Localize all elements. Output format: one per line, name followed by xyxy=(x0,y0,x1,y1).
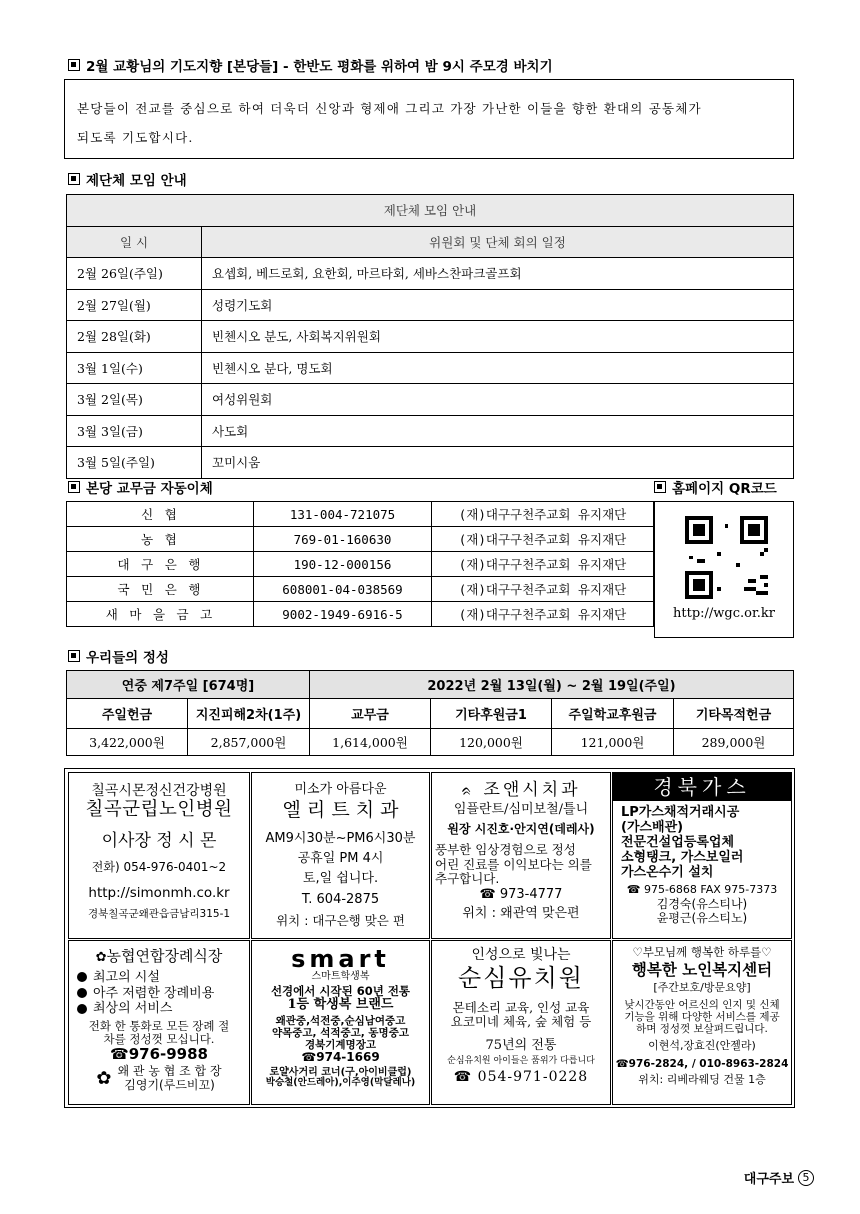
ad-line: 칠곡시몬정신건강병원 xyxy=(91,783,227,799)
ad-line: AM9시30분~PM6시30분 xyxy=(265,830,416,846)
ad-title xyxy=(432,781,610,801)
ad-line: 윤평근(유스티노) xyxy=(656,911,748,926)
table-row xyxy=(67,352,794,384)
offering-value: 2,857,000원 xyxy=(188,729,310,756)
ad-joanshi-dental xyxy=(431,772,611,939)
table-row xyxy=(67,321,794,353)
table-row xyxy=(67,552,654,577)
meeting-schedule: 요셉회, 베드로회, 요한회, 마르타회, 세바스찬파크골프회 xyxy=(202,258,794,290)
bank-holder: (재)대구구천주교회 유지재단 xyxy=(432,527,654,552)
qr-code-icon[interactable] xyxy=(685,516,768,599)
meeting-date: 2월 27일(월) xyxy=(67,289,202,321)
ad-line: 풍부한 임상경험으로 정성 xyxy=(435,842,576,858)
ad-line: 공휴일 PM 4시 xyxy=(297,850,384,866)
bank-name: 농 협 xyxy=(67,527,254,552)
table-row xyxy=(67,289,794,321)
meeting-schedule: 빈첸시오 분도, 사회복지위원회 xyxy=(202,321,794,353)
ad-line: 75년의 전통 xyxy=(485,1038,557,1054)
ad-title: 행복한 노인복지센터 xyxy=(631,961,773,980)
qr-heading xyxy=(654,477,777,497)
ad-line: 이현석,장효진(안젤라) xyxy=(648,1038,756,1052)
ad-line: 기능을 위해 다양한 서비스를 제공 xyxy=(624,1010,780,1023)
ad-smart-uniform xyxy=(251,940,430,1105)
ad-line: http://simonmh.co.kr xyxy=(88,884,230,901)
table-row xyxy=(67,527,654,552)
bank-name: 국 민 은 행 xyxy=(67,577,254,602)
ad-line: 몬테소리 교육, 인성 교육 xyxy=(452,999,590,1015)
prayer-box xyxy=(64,79,794,159)
ad-line: 왜 관 농 협 조 합 장 xyxy=(117,1064,222,1079)
ad-title xyxy=(69,948,249,966)
qr-heading-text: 홈페이지 QR코드 xyxy=(672,481,777,497)
ad-line: 순심유치원 아이들은 품위가 다릅니다 xyxy=(447,1056,595,1067)
ad-hospital xyxy=(68,772,250,939)
bank-table xyxy=(66,501,654,627)
ad-line: ♡부모님께 행복한 하루를♡ xyxy=(632,945,772,959)
ad-line: ☎ 975-6868 FAX 975-7373 xyxy=(626,882,778,896)
ad-line: 로얄사거리 코너(구,아이비클럽) xyxy=(269,1066,412,1078)
table-row xyxy=(67,447,794,479)
ad-bullet: 아주 저렴한 장례비용 xyxy=(93,985,215,1001)
meeting-schedule: 사도회 xyxy=(202,415,794,447)
meeting-schedule: 성령기도회 xyxy=(202,289,794,321)
ad-title-text: 농협연합장례식장 xyxy=(106,947,223,965)
ad-title: 칠곡군립노인병원 xyxy=(85,799,233,821)
ad-line: T. 604-2875 xyxy=(301,891,380,907)
table-row xyxy=(67,384,794,416)
prayer-heading xyxy=(68,55,553,75)
ad-line: 약목중고, 석적중고, 동명중고 xyxy=(271,1026,409,1039)
meeting-date: 2월 28일(화) xyxy=(67,321,202,353)
ad-logo: smart xyxy=(291,945,390,973)
offering-table xyxy=(66,670,794,756)
offering-header: 지진피해2차(1주) xyxy=(188,699,310,729)
bank-name: 신 협 xyxy=(67,502,254,527)
meeting-date: 3월 2일(목) xyxy=(67,384,202,416)
ad-welfare-center xyxy=(612,940,792,1105)
square-bullet-icon xyxy=(68,481,80,493)
offering-header: 주일헌금 xyxy=(67,699,188,729)
prayer-text-line2: 되도록 기도합시다. xyxy=(77,130,194,145)
table-row xyxy=(67,258,794,290)
ad-body xyxy=(613,806,791,881)
ad-line: ☎976-9988 xyxy=(110,1045,208,1064)
ad-line: 어린 진료를 이익보다는 의를 xyxy=(435,856,592,872)
ad-funeral xyxy=(68,940,250,1105)
bank-account: 190-12-000156 xyxy=(254,552,432,577)
prayer-heading-text: 2월 교황님의 기도지향 [본당들] - 한반도 평화를 위하여 밤 9시 주모경 바치기 xyxy=(86,59,553,75)
ad-line: 미소가 아름다운 xyxy=(294,782,387,797)
ad-line: [주간보호/방문요양] xyxy=(653,981,751,995)
ad-line: 가스온수기 설치 xyxy=(621,864,714,880)
bank-holder: (재)대구구천주교회 유지재단 xyxy=(432,552,654,577)
ad-line: 경북기계명장고 xyxy=(304,1038,376,1051)
offering-value: 1,614,000원 xyxy=(310,729,431,756)
nonghyup-logo-icon: ✿ xyxy=(95,950,107,965)
ad-elite-dental xyxy=(251,772,430,939)
page-footer xyxy=(744,1168,814,1187)
bank-account: 608001-04-038569 xyxy=(254,577,432,602)
ad-line: 임플란트/심미보철/틀니 xyxy=(453,801,589,817)
col-schedule-header: 위원회 및 단체 회의 일정 xyxy=(202,226,794,258)
offering-heading-text: 우리들의 정성 xyxy=(86,650,169,666)
bank-account: 769-01-160630 xyxy=(254,527,432,552)
square-bullet-icon xyxy=(68,650,80,662)
meeting-date: 3월 1일(수) xyxy=(67,352,202,384)
ad-line: 전화) 054-976-0401~2 xyxy=(91,859,227,874)
offering-value: 289,000원 xyxy=(674,729,794,756)
bank-holder: (재)대구구천주교회 유지재단 xyxy=(432,502,654,527)
ad-line: 낮시간동안 어르신의 인지 및 신체 xyxy=(624,998,780,1011)
meeting-date: 2월 26일(주일) xyxy=(67,258,202,290)
bank-name: 대 구 은 행 xyxy=(67,552,254,577)
meeting-schedule: 빈첸시오 분다, 명도회 xyxy=(202,352,794,384)
bank-account: 9002-1949-6916-5 xyxy=(254,602,432,627)
bullet-icon xyxy=(77,972,87,982)
ad-title-text: 조앤시치과 xyxy=(483,780,581,800)
ad-line: 위치: 리베라웨딩 건물 1층 xyxy=(638,1072,766,1086)
meetings-heading-text: 제단체 모임 안내 xyxy=(86,173,187,189)
col-date-header: 일 시 xyxy=(67,226,202,258)
offering-header: 기타후원금1 xyxy=(431,699,552,729)
ads-grid xyxy=(64,768,795,1108)
meeting-schedule: 여성위원회 xyxy=(202,384,794,416)
offering-value: 121,000원 xyxy=(552,729,674,756)
ad-line: 선경에서 시작된 60년 전통 xyxy=(270,983,411,998)
ad-title: 경북가스 xyxy=(613,773,791,801)
ad-title: 순심유치원 xyxy=(458,964,584,993)
ad-line: ☎974-1669 xyxy=(301,1049,380,1064)
offering-value: 120,000원 xyxy=(431,729,552,756)
ad-body xyxy=(432,843,610,886)
table-row xyxy=(67,577,654,602)
meetings-table-title: 제단체 모임 안내 xyxy=(67,195,794,227)
square-bullet-icon xyxy=(68,59,80,71)
ad-line: 요코미네 체육, 숲 체험 등 xyxy=(450,1014,592,1030)
offering-period: 2022년 2월 13일(월) ~ 2월 19일(주일) xyxy=(310,671,794,699)
ad-line: 1등 학생복 브랜드 xyxy=(287,996,394,1012)
qr-box xyxy=(654,501,794,638)
qr-url[interactable]: http://wgc.or.kr xyxy=(673,606,775,621)
footer-label: 대구주보 xyxy=(743,1172,794,1187)
ad-title: 엘 리 트 치 과 xyxy=(282,798,399,821)
offering-header: 기타목적헌금 xyxy=(674,699,794,729)
ad-line: 토,일 쉽니다. xyxy=(302,870,379,886)
ad-line: 스마트학생복 xyxy=(311,971,370,982)
ad-bullet: 최상의 서비스 xyxy=(93,1001,173,1017)
bullet-icon xyxy=(77,988,87,998)
ad-line: 원장 시진호·안지연(데레사) xyxy=(447,822,595,837)
ad-line: 소형탱크, 가스보일러 xyxy=(621,849,744,865)
bullet-icon xyxy=(77,1004,87,1014)
ad-line: 왜관중,석전중,순심남여중고 xyxy=(275,1014,406,1027)
ad-line: 이사장 정 시 몬 xyxy=(101,831,217,852)
bank-account: 131-004-721075 xyxy=(254,502,432,527)
ad-bullets xyxy=(69,970,249,1017)
ad-line: (가스배관) xyxy=(621,819,684,835)
ad-line: 경북칠곡군왜관읍금남리315-1 xyxy=(87,908,231,921)
ad-line: 김영기(루드비꼬) xyxy=(124,1078,215,1093)
offering-header: 주일학교후원금 xyxy=(552,699,674,729)
meetings-table xyxy=(66,194,794,479)
ad-line: 위치 : 왜관역 맞은편 xyxy=(462,906,580,922)
square-bullet-icon xyxy=(654,481,666,493)
ad-line: ☎976-2824, / 010-8963-2824 xyxy=(615,1057,789,1070)
ad-line: LP가스채적거래시공 xyxy=(621,805,740,820)
ad-line: ☎ 054-971-0228 xyxy=(453,1068,589,1085)
ad-line: 전화 한 통화로 모든 장례 절 xyxy=(88,1018,230,1033)
table-row xyxy=(67,415,794,447)
offering-header: 교무금 xyxy=(310,699,431,729)
offering-week: 연중 제7주일 [674명] xyxy=(67,671,310,699)
table-row xyxy=(67,602,654,627)
ad-bullet: 최고의 시설 xyxy=(93,969,160,985)
bank-heading-text: 본당 교무금 자동이체 xyxy=(86,481,213,497)
offering-heading xyxy=(68,646,169,666)
prayer-text-line1: 본당들이 전교를 중심으로 하여 더욱더 신앙과 형제애 그리고 가장 가난한 이들을 향한 환대의 공동체가 xyxy=(77,101,702,116)
bank-holder: (재)대구구천주교회 유지재단 xyxy=(432,602,654,627)
page-number: 5 xyxy=(798,1170,814,1186)
square-bullet-icon xyxy=(68,173,80,185)
ad-line: 전문건설업등록업체 xyxy=(621,834,735,850)
ad-line: 인성으로 빛나는 xyxy=(471,947,571,963)
ad-line: 위치 : 대구은행 맞은 편 xyxy=(276,912,405,928)
ad-line: 추구합니다. xyxy=(435,871,500,887)
bank-holder: (재)대구구천주교회 유지재단 xyxy=(432,577,654,602)
meeting-date: 3월 3일(금) xyxy=(67,415,202,447)
meeting-schedule: 꼬미시움 xyxy=(202,447,794,479)
offering-value: 3,422,000원 xyxy=(67,729,188,756)
meetings-heading xyxy=(68,169,187,189)
meeting-date: 3월 5일(주일) xyxy=(67,447,202,479)
ad-sign xyxy=(69,1065,249,1093)
ad-line: ☎ 973-4777 xyxy=(479,887,563,903)
bank-name: 새 마 을 금 고 xyxy=(67,602,254,627)
table-row xyxy=(67,502,654,527)
ad-line: 하며 정성껏 보살펴드립니다. xyxy=(636,1022,768,1035)
ad-gas xyxy=(612,772,792,939)
bank-heading xyxy=(68,477,213,497)
ad-kindergarten xyxy=(431,940,611,1105)
nonghyup-logo-icon: ✿ xyxy=(96,1067,112,1089)
ad-line: 박승철(안드레아),이주영(막달레나) xyxy=(265,1077,416,1089)
ad-line: 김경숙(유스티나) xyxy=(656,897,748,912)
tooth-icon: ᨑ xyxy=(461,783,476,799)
ad-line: 차를 정성껏 모십니다. xyxy=(103,1031,215,1046)
